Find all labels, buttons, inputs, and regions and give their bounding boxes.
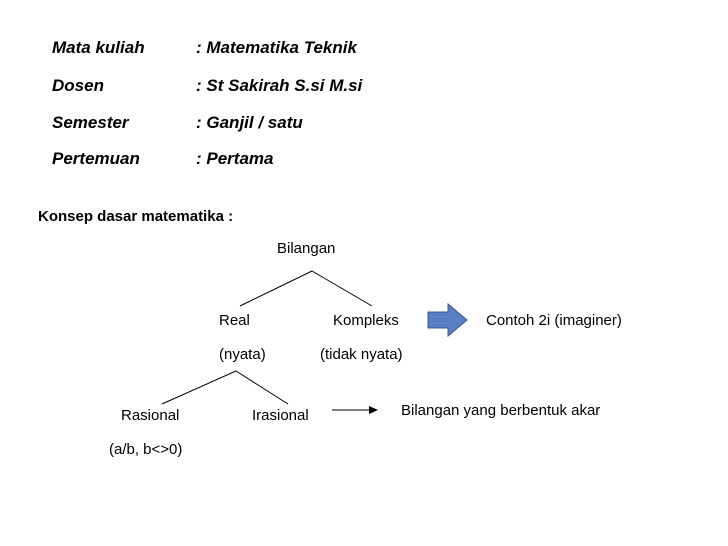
node-irasional: Irasional (252, 407, 309, 424)
node-rasional: Rasional (121, 407, 180, 424)
node-real-note: (nyata) (219, 346, 266, 363)
info-value: : Ganjil / satu (196, 113, 303, 132)
node-irasional-example: Bilangan yang berbentuk akar (401, 402, 601, 419)
edge-real-irasional (236, 371, 288, 404)
node-kompleks-note: (tidak nyata) (320, 346, 403, 363)
info-value: : Pertama (196, 149, 274, 168)
edge-real-rasional (162, 371, 236, 404)
arrow-head-icon (369, 406, 378, 414)
info-value: : St Sakirah S.si M.si (196, 76, 363, 95)
node-rasional-note: (a/b, b<>0) (109, 441, 183, 458)
info-label: Dosen (52, 76, 104, 95)
node-bilangan: Bilangan (277, 240, 336, 257)
node-kompleks-example: Contoh 2i (imaginer) (486, 312, 622, 329)
edge-bilangan-kompleks (312, 271, 372, 306)
info-value: : Matematika Teknik (196, 38, 357, 57)
info-label: Pertemuan (52, 149, 140, 168)
block-arrow-right-icon (428, 304, 467, 336)
section-heading: Konsep dasar matematika : (38, 208, 234, 225)
edge-bilangan-real (240, 271, 312, 306)
info-label: Mata kuliah (52, 38, 145, 57)
info-label: Semester (52, 113, 129, 132)
node-real: Real (219, 312, 250, 329)
node-kompleks: Kompleks (333, 312, 399, 329)
